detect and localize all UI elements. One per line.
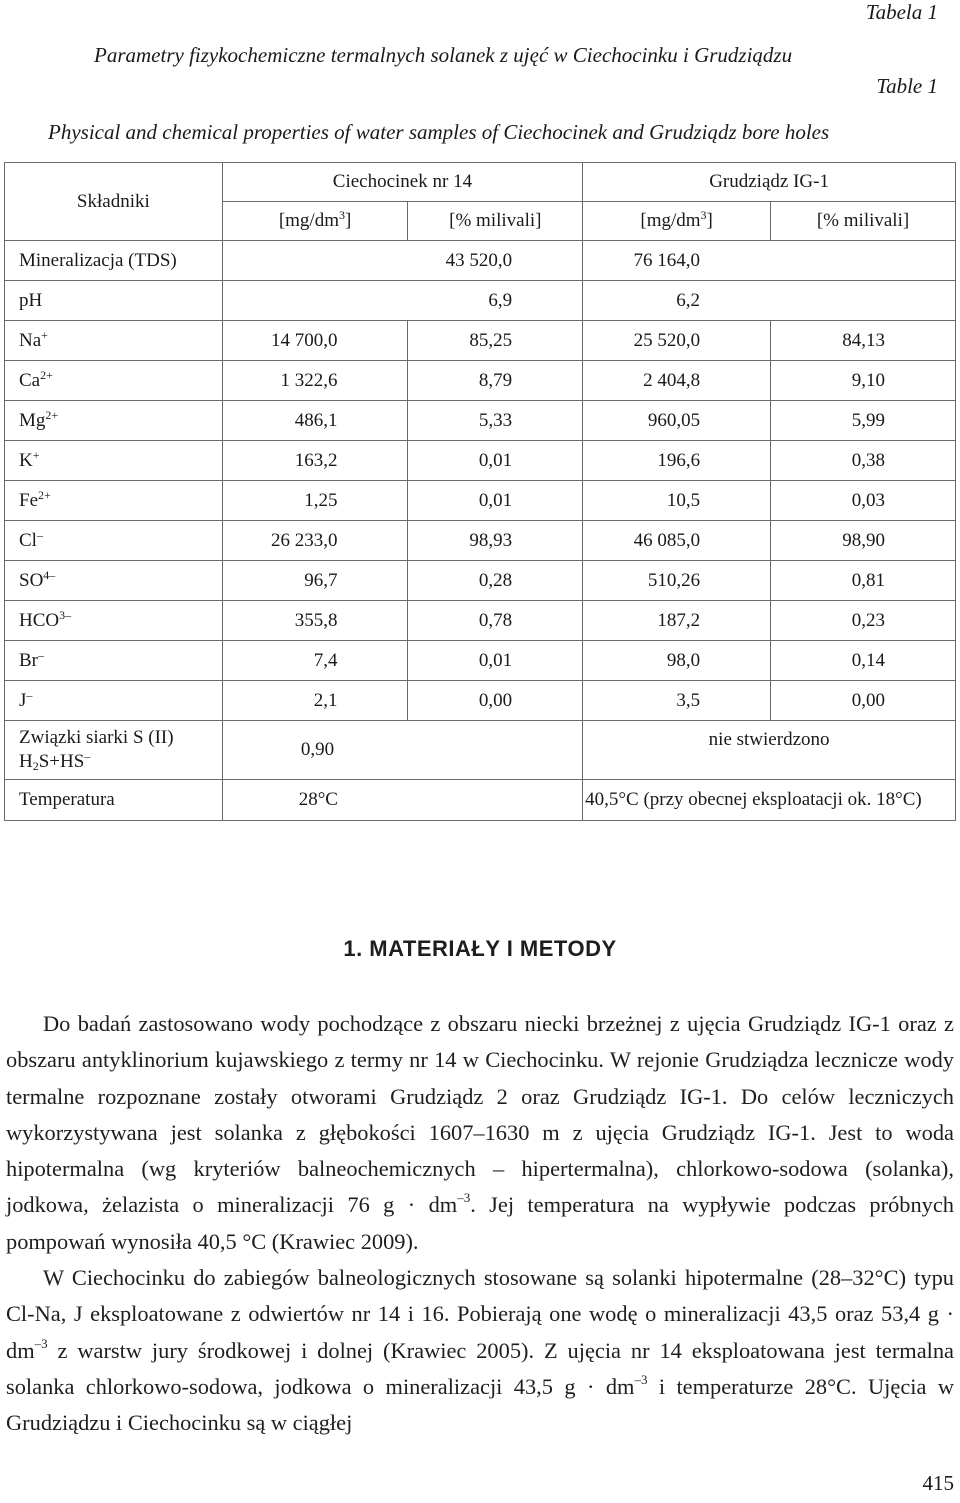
table-row <box>5 321 956 361</box>
sulfur-label <box>19 726 174 774</box>
component-label: Mineralizacja (TDS) <box>19 249 177 271</box>
value-cell: 10,5 <box>583 481 771 521</box>
paragraph-text: z warstw jury środkowej i dolnej (Krawiec 2005). Z ujęcia nr 14 eksploatowana jest termalna solanka chlorkowo-sodowa, jodkowa o mineralizacji 43,5 g · dm <box>6 1337 954 1399</box>
component-name <box>5 641 223 681</box>
value-cell: 0,01 <box>408 641 583 681</box>
value-cell: 40,5°C (przy obecnej eksploatacji ok. 18°C) <box>583 780 956 821</box>
table-row <box>5 641 956 681</box>
unit-mg-exp: 3 <box>700 208 707 222</box>
table-row <box>5 361 956 401</box>
value-cell: 960,05 <box>583 401 771 441</box>
component-name <box>5 561 223 601</box>
value-cell: 26 233,0 <box>222 521 408 561</box>
exponent: –3 <box>634 1371 648 1387</box>
value-cell: 43 520,0 <box>222 241 582 281</box>
unit-mg-suffix: ] <box>345 210 352 231</box>
value-cell: 0,28 <box>408 561 583 601</box>
component-name <box>5 521 223 561</box>
ion-charge: 3– <box>59 607 72 622</box>
value-cell: 8,79 <box>408 361 583 401</box>
table-row <box>5 281 956 321</box>
value-cell: 0,38 <box>771 441 956 481</box>
component-label: Ca <box>19 369 41 391</box>
value-cell: 0,23 <box>771 601 956 641</box>
table-row-sulfur <box>5 721 956 780</box>
value-cell: 85,25 <box>408 321 583 361</box>
unit-mg-prefix: [mg/dm <box>640 210 701 231</box>
component-name <box>5 601 223 641</box>
value-cell: 96,7 <box>222 561 408 601</box>
paragraph-text: W Ciechocinku do zabiegów balneologicznych stosowane są solanki hipotermalne (28–32°C) typu Cl-Na, J eksploatowane z odwiertów nr 14 i 16. Pobierają one wodę o mineralizacji 43,5 oraz 53,4 g · dm <box>6 1265 954 1363</box>
unit-mg-header <box>583 202 771 241</box>
sulfur-label-line1: Związki siarki S (II) <box>19 727 174 748</box>
table-row <box>5 601 956 641</box>
value-cell: 5,99 <box>771 401 956 441</box>
ion-charge: – <box>36 527 43 542</box>
unit-mval-header: [% milivali] <box>771 202 956 241</box>
value-cell: 98,0 <box>583 641 771 681</box>
value-cell: nie stwierdzono <box>583 721 956 780</box>
properties-table <box>4 162 956 821</box>
header-row-sites <box>5 163 956 202</box>
value-cell: 510,26 <box>583 561 771 601</box>
section-heading: 1. MATERIAŁY I METODY <box>343 936 617 961</box>
value-cell: 187,2 <box>583 601 771 641</box>
value-cell: 0,78 <box>408 601 583 641</box>
ion-charge: 2+ <box>40 367 53 382</box>
page-number: 415 <box>922 1471 954 1495</box>
value-cell: 196,6 <box>583 441 771 481</box>
paragraph <box>6 1006 954 1260</box>
component-label: J <box>19 689 27 711</box>
table-number-pl: Tabela 1 <box>865 0 938 24</box>
value-cell: 5,33 <box>408 401 583 441</box>
value-cell: 0,01 <box>408 481 583 521</box>
value-cell: 0,14 <box>771 641 956 681</box>
table-row <box>5 521 956 561</box>
paragraph-text: Do badań zastosowano wody pochodzące z obszaru niecki brzeżnej z ujęcia Grudziądz IG-1 oraz z obszaru antyklinorium kujawskiego z termy nr 14 w Ciechocinku. W rejonie Grudziądza lecznicze wody termalne rozpoznane zostały otworami Grudziądz 2 oraz Grudziądz IG-1. Do celów leczniczych wykorzystywana jest solanka z głębokości 1607–1630 m z ujęcia Grudziądz IG-1. Jest to woda hipotermalna (wg kryteriów balneochemicznych – hipertermalna), chlorkowo-sodowa (solanka), jodkowa, żelazista o mineralizacji 76 g · dm <box>6 1011 954 1218</box>
ion-charge: 2+ <box>38 487 51 502</box>
value-cell: 0,00 <box>771 681 956 721</box>
component-name <box>5 361 223 401</box>
component-name <box>5 401 223 441</box>
component-name <box>5 681 223 721</box>
value-cell: 0,00 <box>408 681 583 721</box>
site-ciechocinek-header: Ciechocinek nr 14 <box>222 163 582 202</box>
unit-mval-header: [% milivali] <box>408 202 583 241</box>
table-number-en: Table 1 <box>876 74 938 98</box>
ion-charge: – <box>38 647 44 662</box>
value-cell: 0,81 <box>771 561 956 601</box>
component-name <box>5 241 223 281</box>
paragraph <box>6 1260 954 1441</box>
table-row <box>5 241 956 281</box>
paragraph-text: i temperaturze 28°C. Ujęcia w Grudziądzu i Ciechocinku są w ciągłej <box>6 1373 954 1436</box>
table-row <box>5 481 956 521</box>
value-cell: 25 520,0 <box>583 321 771 361</box>
ion-charge: – <box>84 749 91 763</box>
ion-charge: 4– <box>43 567 56 582</box>
body-text <box>6 1006 954 1442</box>
unit-mg-header <box>222 202 408 241</box>
component-label: Na <box>19 329 42 351</box>
component-label: Br <box>19 649 38 671</box>
value-cell: 98,93 <box>408 521 583 561</box>
component-name <box>5 481 223 521</box>
components-header: Składniki <box>5 163 223 241</box>
value-cell: 14 700,0 <box>222 321 408 361</box>
component-name: Temperatura <box>5 780 223 821</box>
exponent: –3 <box>457 1190 471 1206</box>
table-row-temperature <box>5 780 956 821</box>
value-cell: 46 085,0 <box>583 521 771 561</box>
component-label: Fe <box>19 489 38 511</box>
component-label: Mg <box>19 409 46 431</box>
component-label: pH <box>19 289 43 311</box>
table-row <box>5 681 956 721</box>
value-cell: 3,5 <box>583 681 771 721</box>
value-cell: 0,03 <box>771 481 956 521</box>
component-label: Cl <box>19 529 37 551</box>
table-row <box>5 561 956 601</box>
component-name <box>5 281 223 321</box>
sulfur-formula: H <box>19 751 33 772</box>
value-cell: 355,8 <box>222 601 408 641</box>
value-cell: 1,25 <box>222 481 408 521</box>
unit-mg-exp: 3 <box>339 208 345 222</box>
component-label: K <box>19 449 33 471</box>
value-cell: 76 164,0 <box>583 241 956 281</box>
value-cell: 84,13 <box>771 321 956 361</box>
formula-subscript: 2 <box>32 759 39 773</box>
value-cell: 9,10 <box>771 361 956 401</box>
ion-charge: + <box>32 447 40 462</box>
ion-charge: – <box>26 687 33 702</box>
table-row <box>5 401 956 441</box>
component-name <box>5 441 223 481</box>
paragraph-text: . Jej temperatura na wypływie podczas próbnych pompowań wynosiła 40,5 °C (Krawiec 2009). <box>6 1192 954 1254</box>
value-cell: 163,2 <box>222 441 408 481</box>
value-cell: 6,2 <box>583 281 956 321</box>
sulfur-formula: S+HS <box>38 751 85 772</box>
value-cell: 2,1 <box>222 681 408 721</box>
value-cell: 0,90 <box>222 721 582 780</box>
value-cell: 1 322,6 <box>222 361 408 401</box>
component-label: HCO <box>19 609 60 631</box>
value-cell: 0,01 <box>408 441 583 481</box>
exponent: –3 <box>34 1335 48 1351</box>
table-row <box>5 441 956 481</box>
value-cell: 486,1 <box>222 401 408 441</box>
table-title-en: Physical and chemical properties of water samples of Ciechocinek and Grudziądz bore holes <box>48 120 830 144</box>
value-cell: 28°C <box>222 780 582 821</box>
value-cell: 6,9 <box>222 281 582 321</box>
component-name <box>5 721 223 780</box>
table-title-pl: Parametry fizykochemiczne termalnych solanek z ujęć w Ciechocinku i Grudziądzu <box>94 43 793 67</box>
ion-charge: + <box>41 327 48 342</box>
unit-mg-suffix: ] <box>706 210 713 231</box>
value-cell: 2 404,8 <box>583 361 771 401</box>
ion-charge: 2+ <box>45 407 59 422</box>
component-name <box>5 321 223 361</box>
site-grudziadz-header: Grudziądz IG-1 <box>583 163 956 202</box>
value-cell: 7,4 <box>222 641 408 681</box>
value-cell: 98,90 <box>771 521 956 561</box>
component-label: SO <box>19 569 44 591</box>
unit-mg-prefix: [mg/dm <box>278 210 339 231</box>
